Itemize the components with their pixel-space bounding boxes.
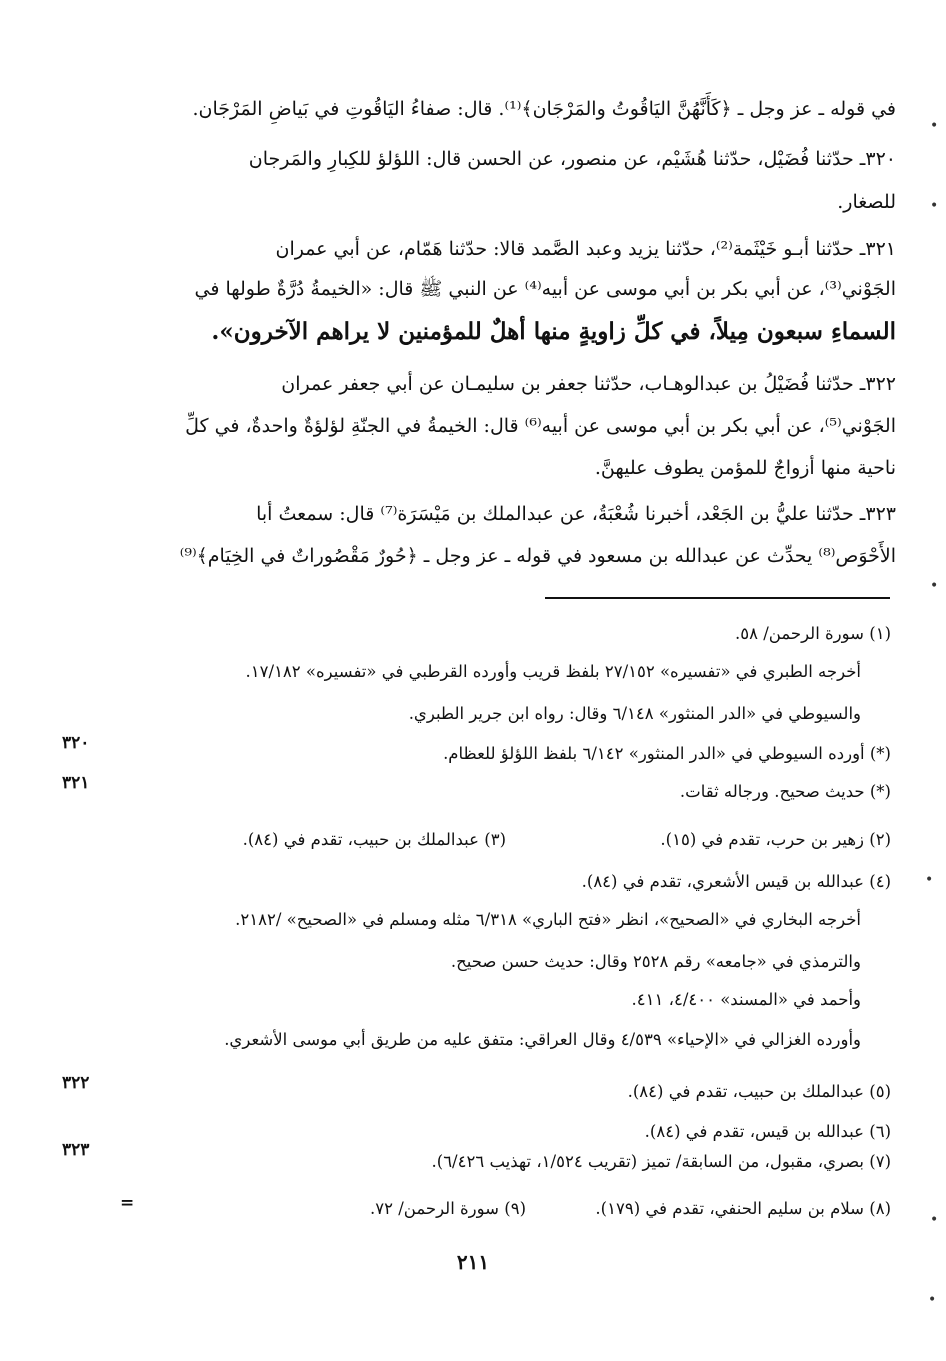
footnote-3: (٣) عبدالملك بن حبيب، تقدم في (٨٤). — [242, 830, 506, 849]
margin-number-323: ٣٢٣ — [62, 1140, 90, 1160]
hadith-321-line: ٣٢١ـ حدّثنا أبـو خَيْثَمة⁽²⁾، حدّثنا يزيد وعبد الصَّمد قالا: حدّثنا هَمّام، عن أبي عمران — [275, 238, 896, 260]
scan-dot-icon: • — [930, 198, 939, 214]
scan-dot-icon: • — [930, 118, 939, 134]
hadith-text-bold: السماءِ سبعون مِيلاً، في كلِّ زاويةٍ منها أهلٌ للمؤمنين لا يراهم الآخرون». — [211, 318, 896, 345]
footnote-line: وأورده الغزالي في «الإحياء» ٤/٥٣٩ وقال العراقي: متفق عليه من طريق أبي موسى الأشعري. — [224, 1030, 861, 1049]
footnote-line: والترمذي في «جامعه» رقم ٢٥٢٨ وقال: حديث حسن صحيح. — [450, 952, 861, 971]
scan-dot-icon: • — [925, 872, 934, 888]
footnote-line: وأحمد في «المسند» ٤/٤٠٠، ٤١١. — [631, 990, 861, 1009]
footnote-line: أخرجه البخاري في «الصحيح»، انظر «فتح الباري» ٦/٣١٨ مثله ومسلم في «الصحيح» /٢١٨٢. — [235, 910, 861, 929]
text-line: الجَوْني⁽³⁾، عن أبي بكر بن أبي موسى عن أبيه⁽⁴⁾ عن النبي ﷺ قال: «الخيمةُ دُرَّةٌ طولها في — [194, 278, 896, 300]
footnote-9: (٩) سورة الرحمن/ ٧٢. — [369, 1199, 526, 1218]
page-number: ٢١١ — [456, 1250, 490, 1274]
hadith-323-line: ٣٢٣ـ حدّثنا عليُّ بن الجَعْد، أخبرنا شُعْبَةُ، عن عبدالملك بن مَيْسَرَة⁽⁷⁾ قال: سمعتُ أبا — [256, 503, 896, 525]
hadith-322-line: ٣٢٢ـ حدّثنا فُضَيْلُ بن عبدالوهـاب، حدّثنا جعفر بن سليمـان عن أبي جعفر عمران — [281, 373, 896, 395]
footnote-4: (٤) عبدالله بن قيس الأشعري، تقدم في (٨٤). — [581, 872, 891, 891]
footnote-2: (٢) زهير بن حرب، تقدم في (١٥). — [660, 830, 891, 849]
text-line: للصغار. — [837, 191, 896, 213]
scan-dot-icon: • — [930, 578, 939, 594]
footnote-star: (*) أورده السيوطي في «الدر المنثور» ٦/١٤٢ بلفظ اللؤلؤ للعظام. — [443, 744, 891, 763]
footnote-line: أخرجه الطبري في «تفسيره» ٢٧/١٥٢ بلفظ قريب وأورده القرطبي في «تفسيره» ١٧/١٨٢. — [245, 662, 861, 681]
footnote-8: (٨) سلام بن سليم الحنفي، تقدم في (١٧٩). — [595, 1199, 891, 1218]
footnote-1: (١) سورة الرحمن/ ٥٨. — [734, 624, 891, 643]
hadith-320-line: ٣٢٠ـ حدّثنا فُضَيْل، حدّثنا هُشَيْم، عن منصور، عن الحسن قال: اللؤلؤ للكِبارِ والمَرجان — [248, 148, 896, 170]
margin-number-320: ٣٢٠ — [62, 733, 90, 753]
margin-number-321: ٣٢١ — [62, 773, 90, 793]
text-line: ناحية منها أزواجٌ للمؤمن يطوف عليهنَّ. — [594, 457, 896, 479]
margin-number-322: ٣٢٢ — [62, 1073, 90, 1093]
continuation-mark: = — [120, 1193, 135, 1213]
text-line: الجَوْني⁽⁵⁾، عن أبي بكر بن أبي موسى عن أبيه⁽⁶⁾ قال: الخيمةُ في الجنّةِ لؤلؤةٌ واحدةٌ، في كلِّ — [185, 415, 896, 437]
footnote-star: (*) حديث صحيح. ورجاله ثقات. — [679, 782, 891, 801]
footnote-6: (٦) عبدالله بن قيس، تقدم في (٨٤). — [644, 1122, 891, 1141]
footnote-5: (٥) عبدالملك بن حبيب، تقدم في (٨٤). — [627, 1082, 891, 1101]
footnote-separator — [545, 597, 890, 599]
text-line: الأَحْوَص⁽⁸⁾ يحدِّث عن عبدالله بن مسعود في قوله ـ عز وجل ـ ﴿حُورٌ مَقْصُوراتٌ في الخِيَام﴾⁽⁹⁾ — [179, 545, 896, 567]
scan-dot-icon: • — [928, 1292, 937, 1308]
scan-dot-icon: • — [930, 1212, 939, 1228]
footnote-line: والسيوطي في «الدر المنثور» ٦/١٤٨ وقال: رواه ابن جرير الطبري. — [408, 704, 861, 723]
footnote-7: (٧) بصري، مقبول، من السابقة/ تميز (تقريب ١/٥٢٤، تهذيب ٦/٤٢٦). — [431, 1152, 891, 1171]
text-line: في قوله ـ عز وجل ـ ﴿كَأَنَّهُنَّ اليَاقُوتُ والمَرْجَان﴾⁽¹⁾. قال: صفاءُ اليَاقُوتِ في بَياضِ المَرْجَان. — [192, 98, 896, 120]
